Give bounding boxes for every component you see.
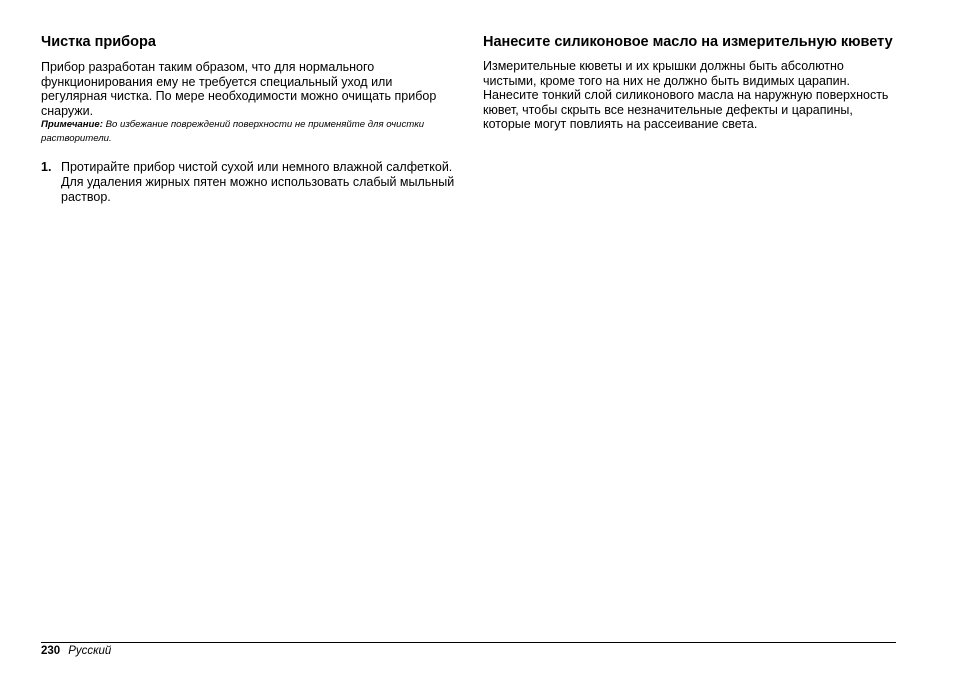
note xyxy=(41,118,456,146)
footer-divider xyxy=(41,642,896,643)
step-text: Протирайте прибор чистой сухой или немного влажной салфеткой. Для удаления жирных пятен можно использовать слабый мыльный раствор. xyxy=(61,160,455,204)
note-label: Примечание: xyxy=(41,119,103,131)
cleaning-paragraph: Прибор разработан таким образом, что для нормального функционирования ему не требуется специальный уход или регулярная чистка. По мере необходимости можно очищать прибор снаружи. xyxy=(41,60,437,118)
right-column xyxy=(483,33,895,132)
step-item xyxy=(41,160,456,204)
step-number: 1. xyxy=(41,160,52,175)
silicone-oil-paragraph: Измерительные кюветы и их крышки должны быть абсолютно чистыми, кроме того на них не должно быть видимых царапин. Нанесите тонкий слой силиконового масла на наружную поверхность кювет, чтобы скрыть все незначительные дефекты и царапины, которые могут повлиять на рассеивание света. xyxy=(483,59,889,132)
section-title-cleaning: Чистка прибора xyxy=(41,34,156,50)
section-title-silicone-oil: Нанесите силиконовое масло на измерительную кювету xyxy=(483,34,893,50)
footer-language: Русский xyxy=(68,645,112,657)
left-column xyxy=(41,33,456,204)
page-footer xyxy=(41,644,111,658)
note-text: Во избежание повреждений поверхности не применяйте для очистки растворители. xyxy=(41,119,425,145)
page-number: 230 xyxy=(41,645,61,657)
